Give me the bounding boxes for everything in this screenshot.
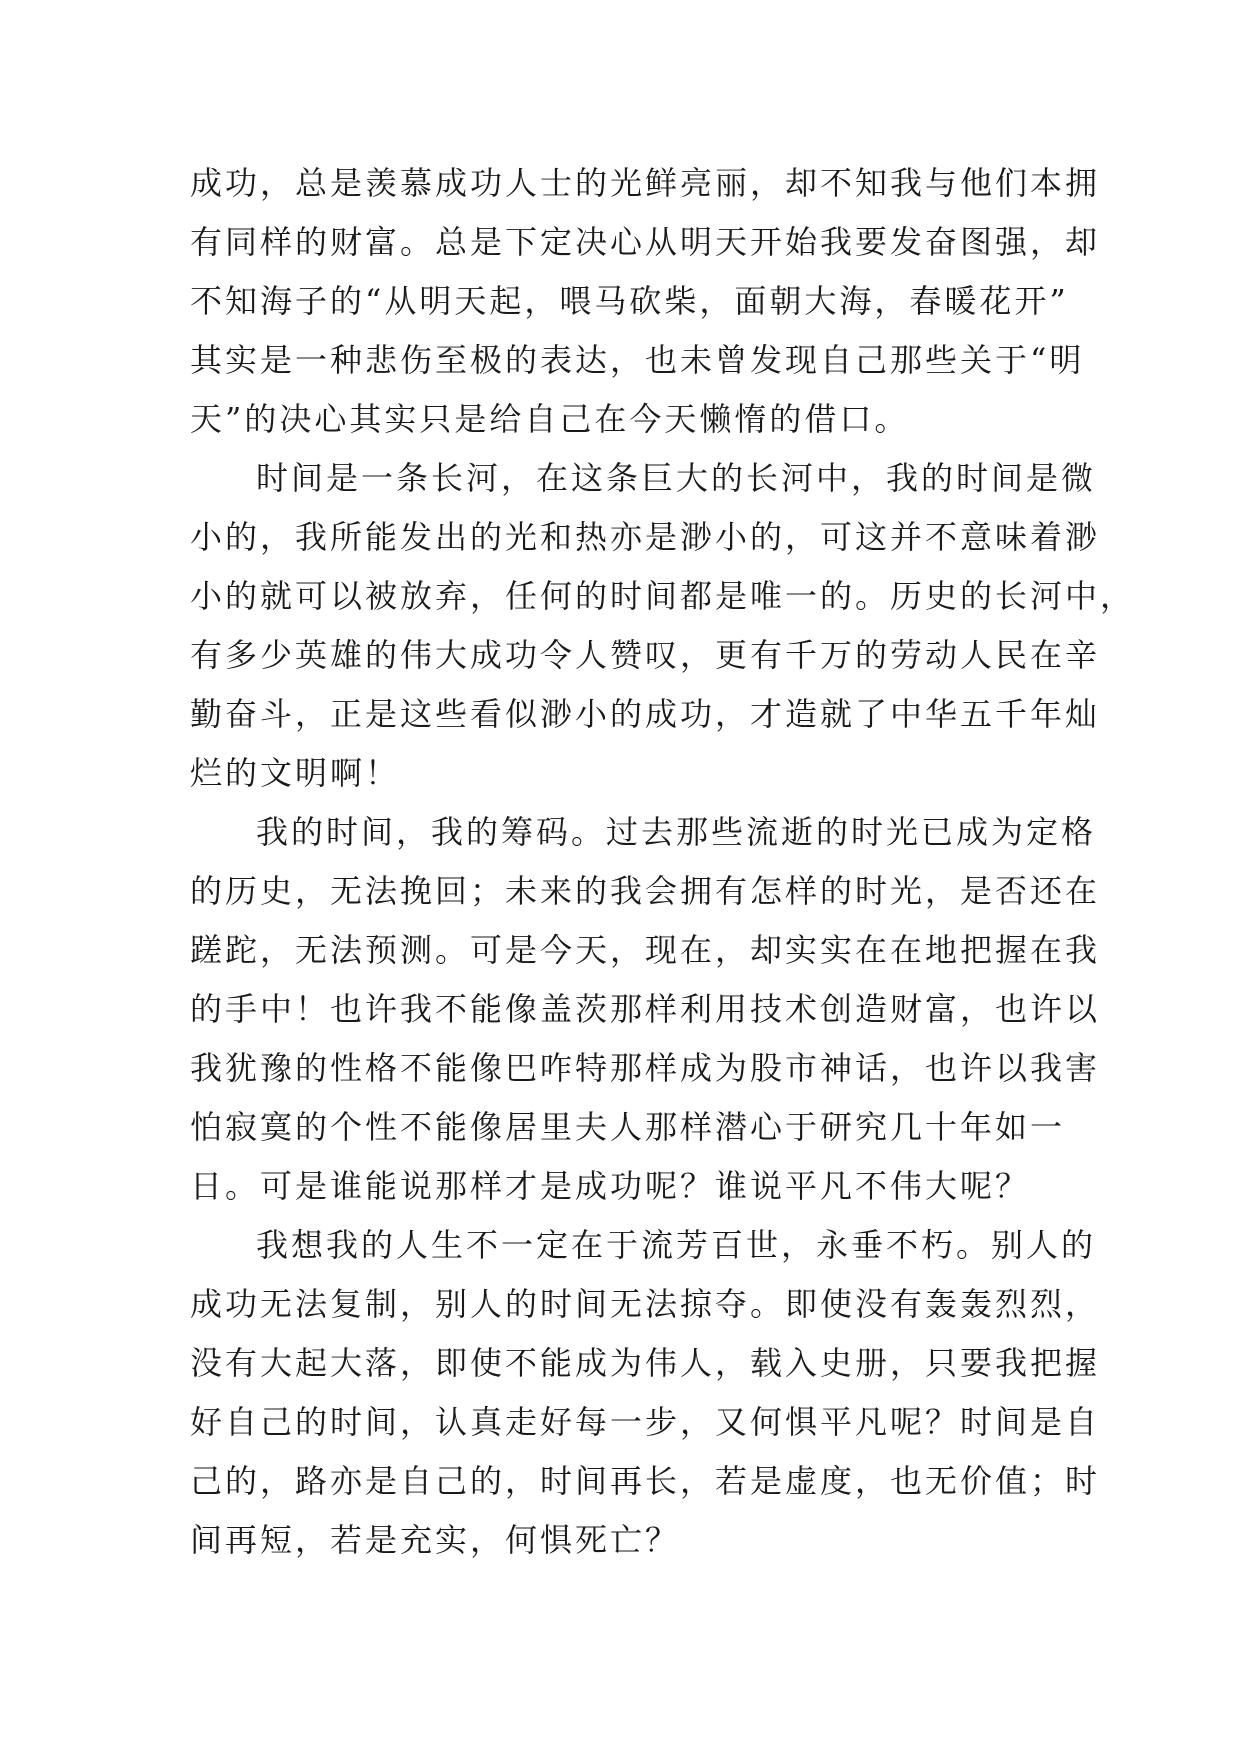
text-line: 我犹豫的性格不能像巴咋特那样成为股市神话，也许以我害 [190, 1049, 1101, 1087]
text-line: 烂的文明啊！ [190, 754, 401, 792]
paragraph [190, 449, 1136, 803]
text-line: 时间是一条长河，在这条巨大的长河中，我的时间是微 [256, 459, 1097, 497]
text-line: 我的时间，我的筹码。过去那些流逝的时光已成为定格 [256, 813, 1097, 851]
text-line: 我想我的人生不一定在于流芳百世，永垂不朽。别人的 [256, 1226, 1097, 1264]
text-line: 没有大起大落，即使不能成为伟人，载入史册，只要我把握 [190, 1344, 1101, 1382]
text-line: 不知海子的“从明天起，喂马砍柴，面朝大海，春暖花开” [190, 282, 1069, 320]
text-line: 天”的决心其实只是给自己在今天懒惰的借口。 [190, 400, 910, 438]
text-line: 成功无法复制，别人的时间无法掠夺。即使没有轰轰烈烈， [190, 1285, 1101, 1323]
text-line: 日。可是谁能说那样才是成功呢？谁说平凡不伟大呢？ [190, 1167, 1031, 1205]
text-line: 有多少英雄的伟大成功令人赞叹，更有千万的劳动人民在辛 [190, 636, 1101, 674]
text-line: 的历史，无法挽回；未来的我会拥有怎样的时光，是否还在 [190, 872, 1101, 910]
paragraph [190, 1216, 1101, 1570]
text-line: 有同样的财富。总是下定决心从明天开始我要发奋图强，却 [190, 223, 1101, 261]
text-line: 小的就可以被放弃，任何的时间都是唯一的。历史的长河中， [190, 577, 1136, 615]
text-line: 成功，总是羡慕成功人士的光鲜亮丽，却不知我与他们本拥 [190, 164, 1101, 202]
essay-body [190, 154, 1136, 1570]
text-line: 间再短，若是充实，何惧死亡？ [190, 1521, 681, 1559]
text-line: 的手中！也许我不能像盖茨那样利用技术创造财富，也许以 [190, 990, 1101, 1028]
text-line: 其实是一种悲伤至极的表达，也未曾发现自己那些关于“明 [190, 341, 1085, 379]
text-line: 己的，路亦是自己的，时间再长，若是虚度，也无价值；时 [190, 1462, 1101, 1500]
text-line: 蹉跎，无法预测。可是今天，现在，却实实在在地把握在我 [190, 931, 1101, 969]
text-line: 小的，我所能发出的光和热亦是渺小的，可这并不意味着渺 [190, 518, 1101, 556]
text-line: 勤奋斗，正是这些看似渺小的成功，才造就了中华五千年灿 [190, 695, 1101, 733]
paragraph [190, 154, 1101, 449]
text-line: 怕寂寞的个性不能像居里夫人那样潜心于研究几十年如一 [190, 1108, 1066, 1146]
text-line: 好自己的时间，认真走好每一步，又何惧平凡呢？时间是自 [190, 1403, 1101, 1441]
paragraph [190, 803, 1101, 1216]
